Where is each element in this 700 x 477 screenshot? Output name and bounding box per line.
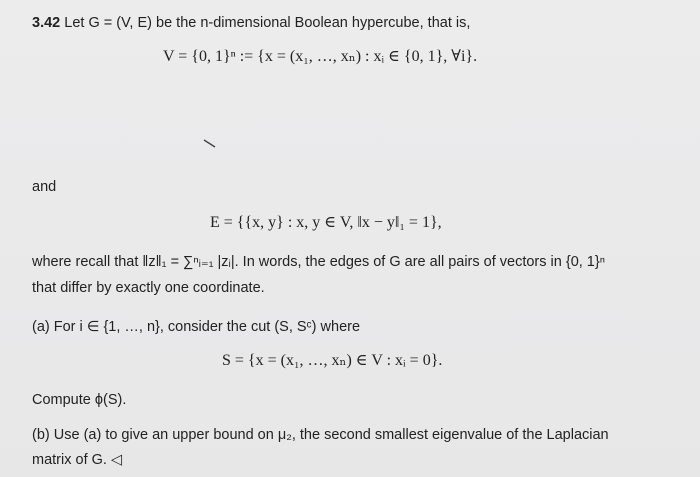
part-b-line1: (b) Use (a) to give an upper bound on μ₂, the second smallest eigenvalue of the Laplacian [32,427,609,443]
problem-number: 3.42 [32,15,61,31]
and-word: and [32,179,57,195]
equation-E: E = {{x, y} : x, y ∈ V, ‖x − y‖₁ = 1}, [210,214,442,231]
recall-text-line2: that differ by exactly one coordinate. [32,280,265,296]
equation-V: V = {0, 1}ⁿ := {x = (x₁, …, xₙ) : xᵢ ∈ {0, 1}, ∀i}. [163,48,478,65]
problem-heading-line [32,14,470,32]
pen-mark-icon [203,139,219,149]
equation-S: S = {x = (x₁, …, xₙ) ∈ V : xᵢ = 0}. [222,352,443,369]
part-a-text: (a) For i ∈ {1, …, n}, consider the cut (S, Sᶜ) where [32,319,361,335]
compute-text: Compute ϕ(S). [32,392,127,408]
part-b-line2: matrix of G. ◁ [32,452,123,468]
recall-text-line1: where recall that ‖z‖₁ = ∑ⁿᵢ₌₁ |zᵢ|. In words, the edges of G are all pairs of vectors in {0, 1}ⁿ [32,254,606,270]
problem-intro: Let G = (V, E) be the n-dimensional Boolean hypercube, that is, [64,15,471,31]
